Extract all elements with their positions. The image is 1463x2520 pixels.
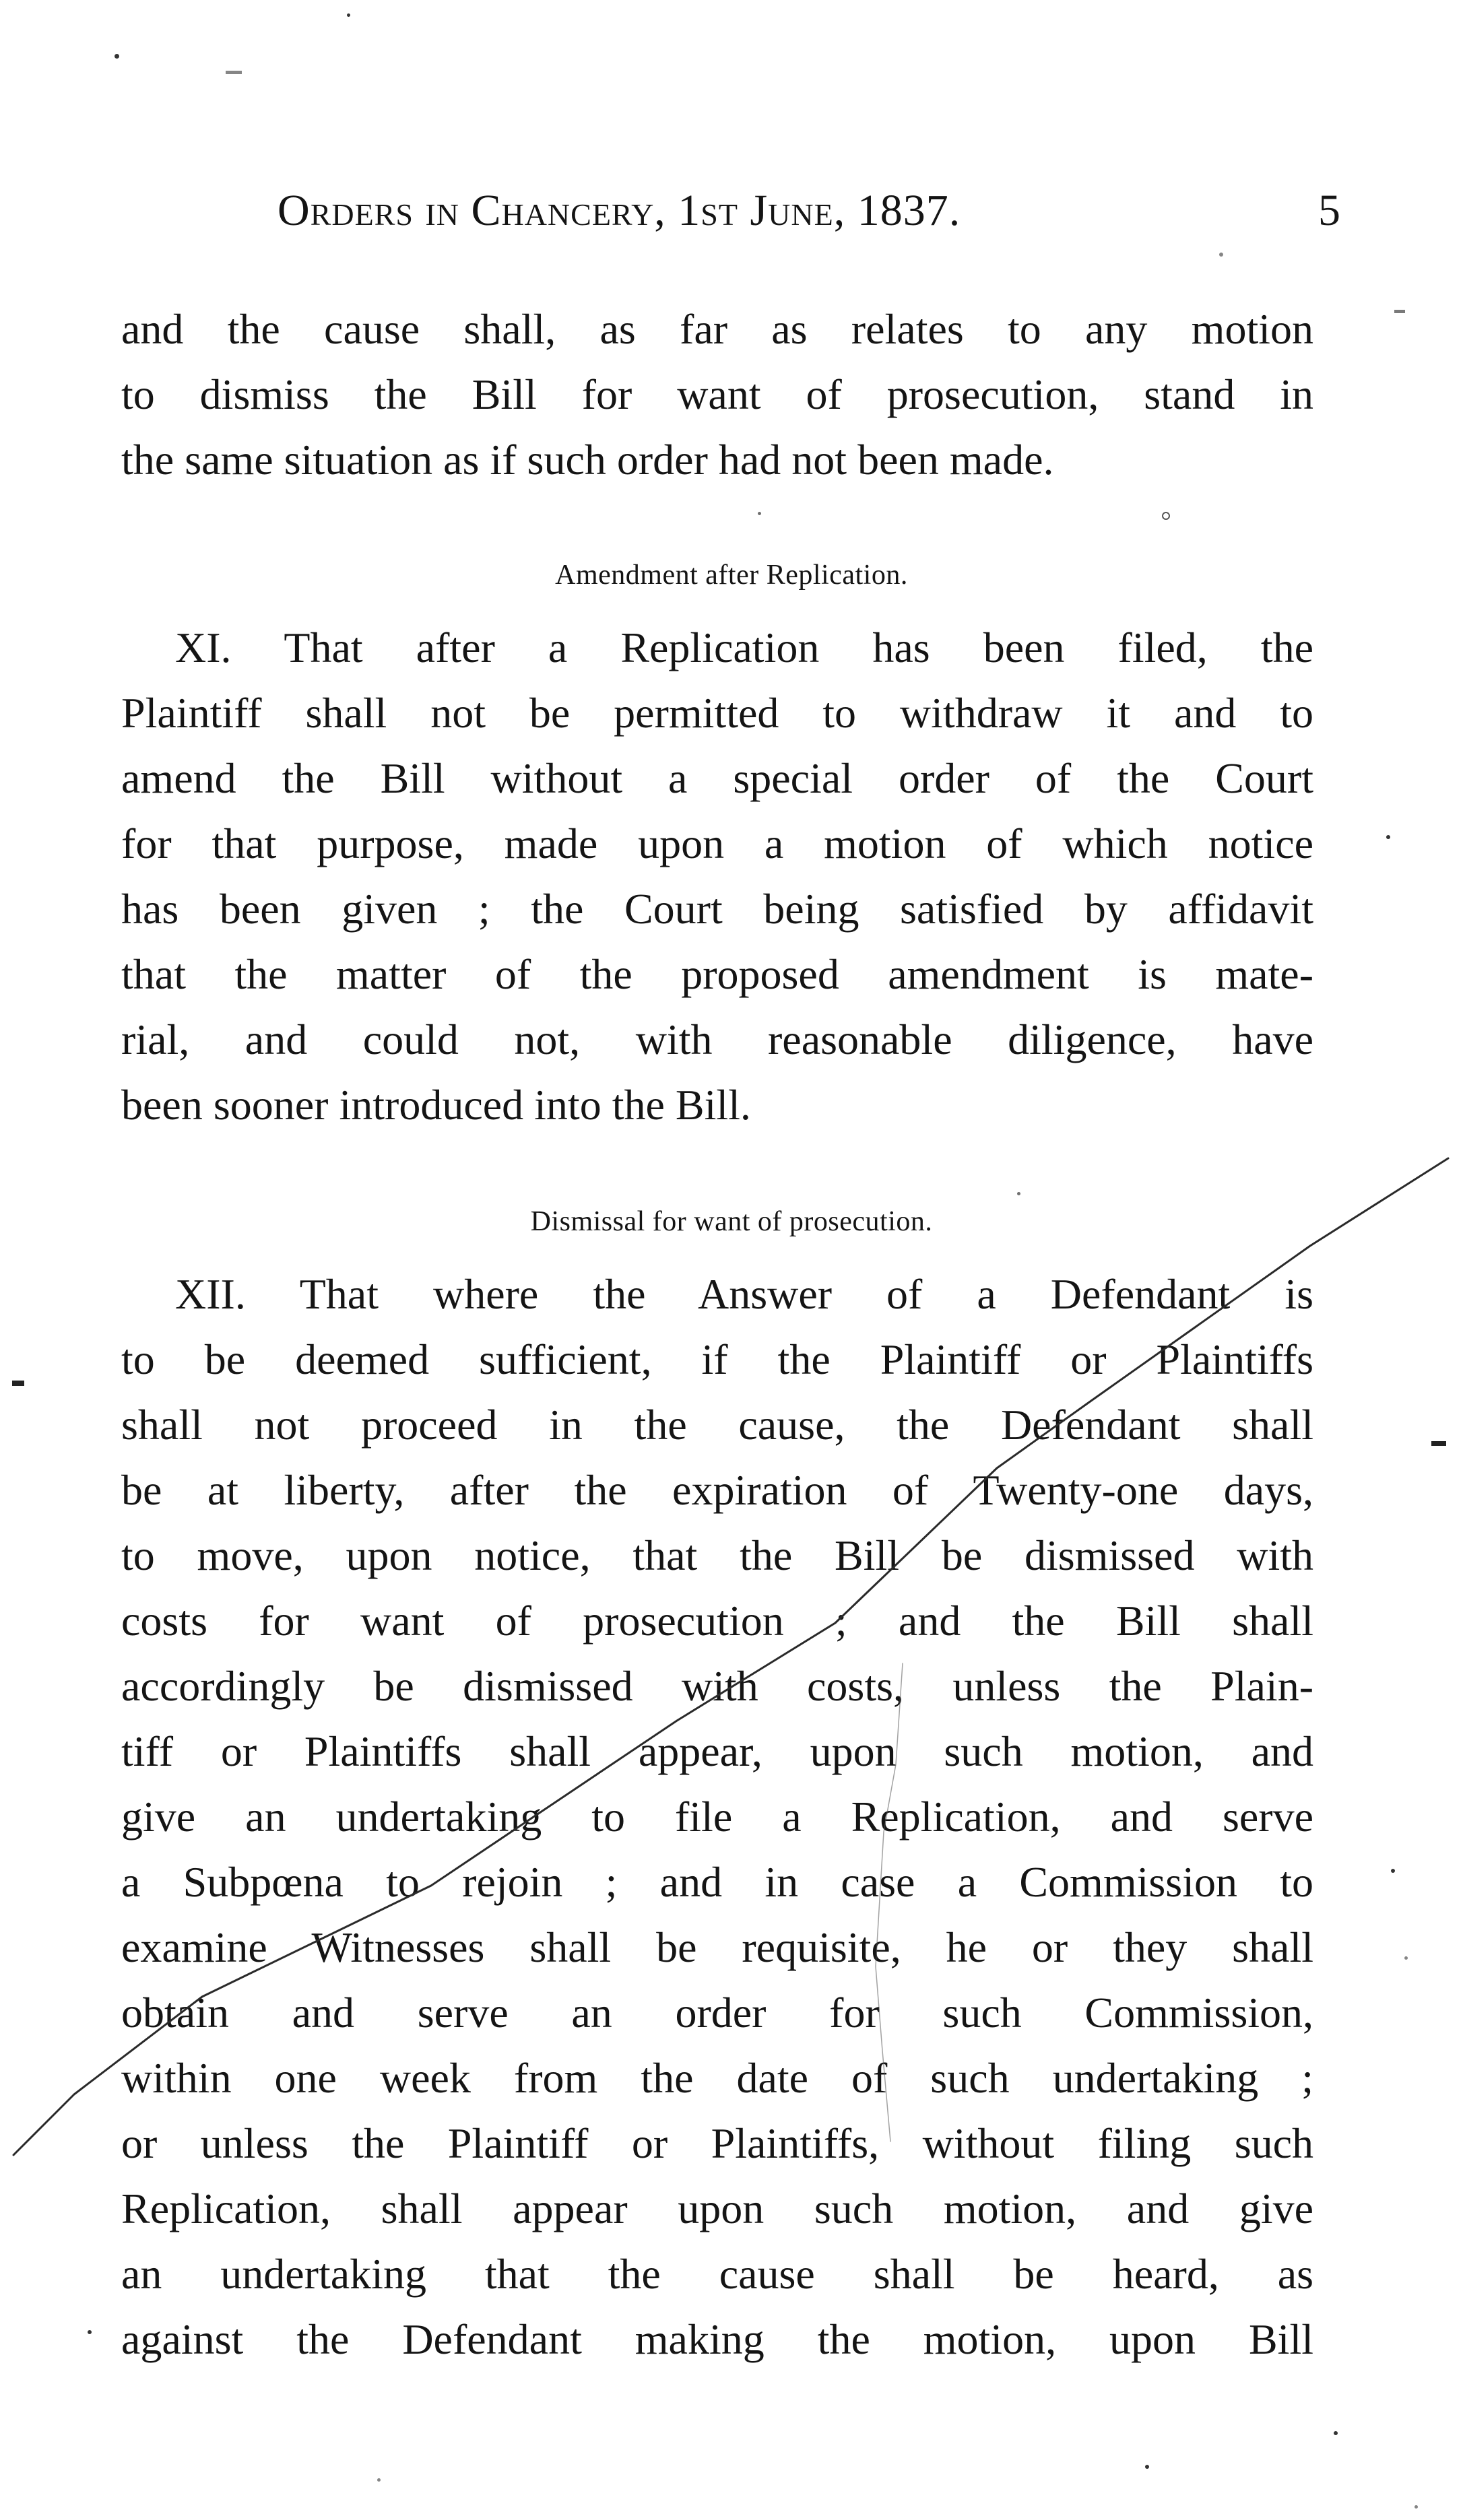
text-line: Plaintiff shall not be permitted to withdraw it and to	[121, 689, 1313, 737]
text-line: the same situation as if such order had not been made.	[121, 436, 1054, 484]
text-line: that the matter of the proposed amendment is mate-	[121, 950, 1313, 998]
text-line: amend the Bill without a special order of the Court	[121, 754, 1313, 802]
margin-dash-mark	[1431, 1441, 1446, 1446]
page-number: 5	[1318, 186, 1340, 235]
continuation-paragraph	[121, 296, 1313, 492]
text-line: tiff or Plaintiffs shall appear, upon such motion, and	[121, 1727, 1313, 1775]
text-line: and the cause shall, as far as relates to any motion	[121, 305, 1313, 353]
running-head	[229, 185, 1340, 239]
text-line: XII. That where the Answer of a Defendant is	[175, 1270, 1313, 1318]
page-speck	[377, 2478, 381, 2482]
margin-dash-mark	[12, 1381, 24, 1386]
text-line: accordingly be dismissed with costs, unless the Plain-	[121, 1662, 1313, 1710]
text-line: a Subpœna to rejoin ; and in case a Commission to	[121, 1858, 1313, 1906]
text-line: obtain and serve an order for such Commission,	[121, 1989, 1313, 2036]
section-xii-paragraph	[121, 1261, 1313, 2372]
text-line: shall not proceed in the cause, the Defendant shall	[121, 1401, 1313, 1449]
section-heading: Amendment after Replication.	[555, 560, 908, 591]
text-line: examine Witnesses shall be requisite, he or they shall	[121, 1923, 1313, 1971]
text-line: to be deemed sufficient, if the Plaintiff or Plaintiffs	[121, 1335, 1313, 1383]
page-speck	[758, 512, 761, 515]
page-speck	[115, 54, 119, 59]
text-line: been sooner introduced into the Bill.	[121, 1081, 751, 1129]
text-line: against the Defendant making the motion, upon Bill	[121, 2315, 1313, 2363]
margin-dash-mark	[1394, 310, 1405, 313]
text-line: for that purpose, made upon a motion of which notice	[121, 820, 1313, 867]
text-line: XI. That after a Replication has been filed, the	[175, 624, 1313, 671]
page-speck	[1415, 2505, 1418, 2509]
page-speck	[1017, 1192, 1020, 1195]
page-speck	[1404, 1956, 1408, 1960]
margin-dash-mark	[226, 71, 242, 74]
page-speck	[347, 13, 350, 17]
text-line: give an undertaking to file a Replication, and serve	[121, 1793, 1313, 1841]
text-line: be at liberty, after the expiration of Twenty-one days,	[121, 1466, 1313, 1514]
page-speck	[88, 2330, 92, 2334]
page-speck	[1162, 512, 1170, 520]
text-line: or unless the Plaintiff or Plaintiffs, without filing such	[121, 2119, 1313, 2167]
page-speck	[1219, 253, 1223, 257]
section-xi-paragraph	[121, 615, 1313, 1137]
text-line: to move, upon notice, that the Bill be dismissed with	[121, 1531, 1313, 1579]
page-speck	[1145, 2465, 1149, 2469]
section-heading: Dismissal for want of prosecution.	[530, 1206, 933, 1237]
text-line: to dismiss the Bill for want of prosecution, stand in	[121, 370, 1313, 418]
page-speck	[1334, 2431, 1338, 2435]
page-speck	[1391, 1869, 1395, 1873]
text-line: costs for want of prosecution ; and the Bill shall	[121, 1597, 1313, 1645]
text-line: has been given ; the Court being satisfied by affidavit	[121, 885, 1313, 933]
text-line: rial, and could not, with reasonable diligence, have	[121, 1016, 1313, 1063]
text-line: Replication, shall appear upon such motion, and give	[121, 2185, 1313, 2232]
running-title: Orders in Chancery, 1st June, 1837.	[278, 186, 961, 235]
text-line: within one week from the date of such undertaking ;	[121, 2054, 1313, 2102]
text-line: an undertaking that the cause shall be heard, as	[121, 2250, 1313, 2298]
page-speck	[1386, 835, 1390, 839]
